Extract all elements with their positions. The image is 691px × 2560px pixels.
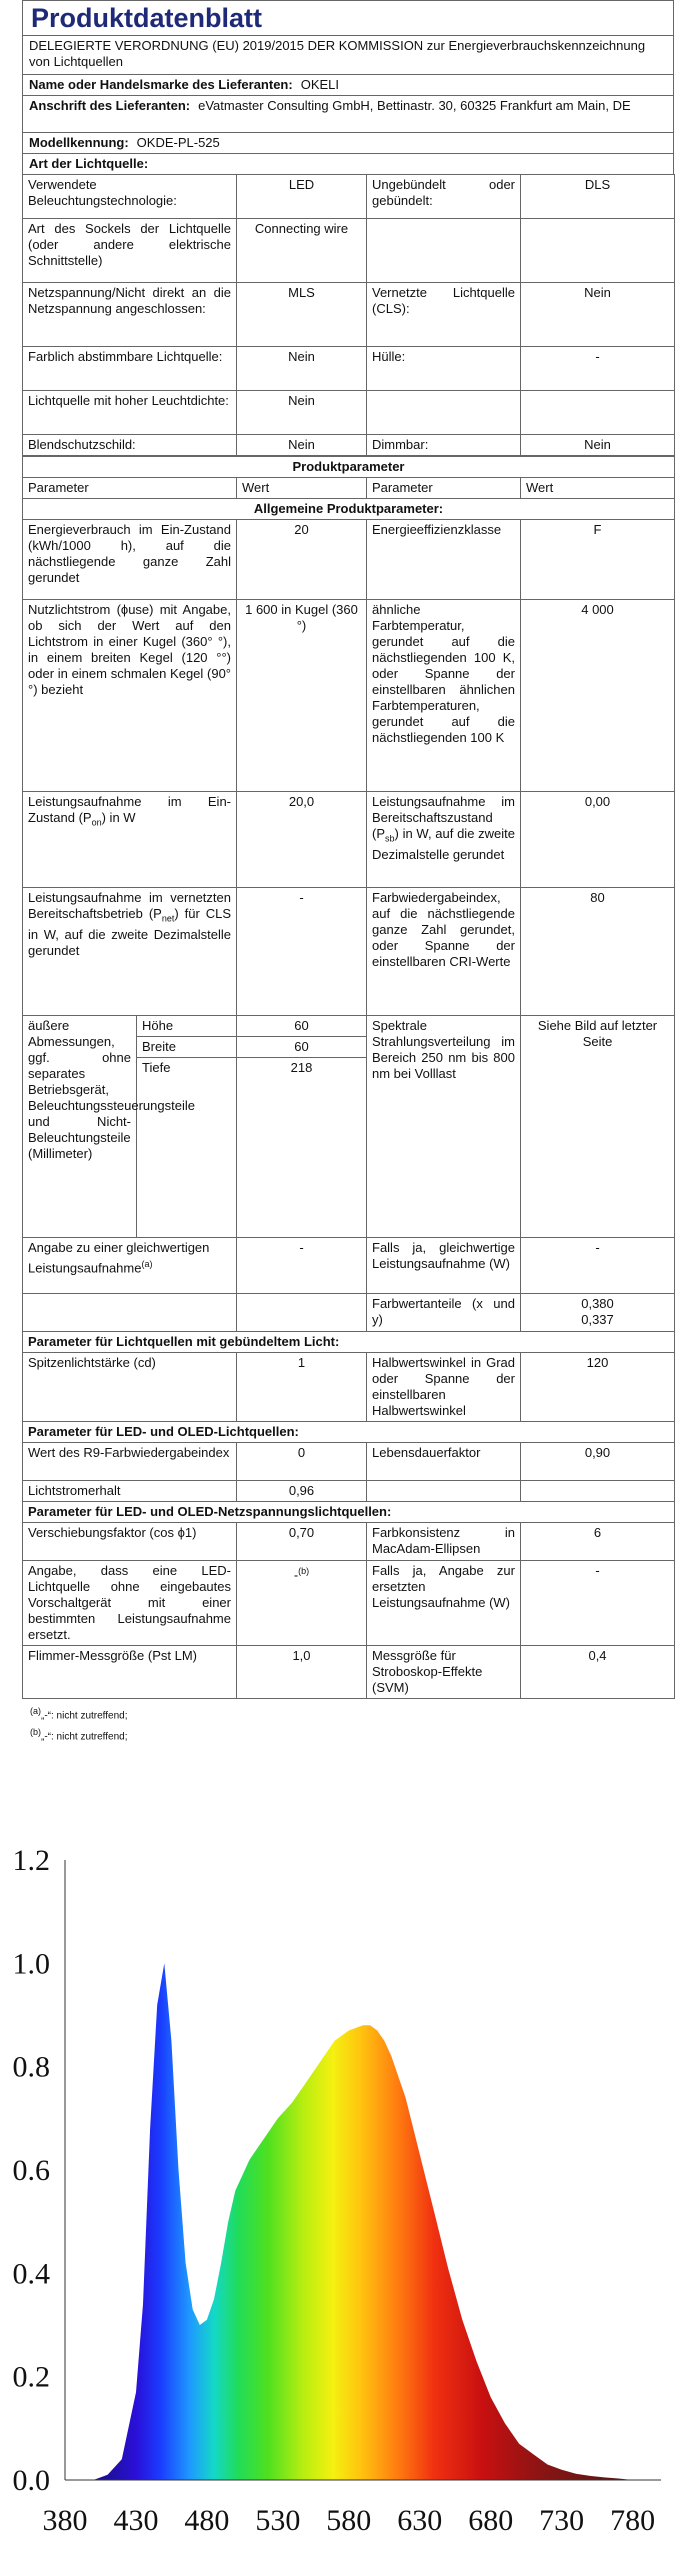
socket-value: Connecting wire [237, 219, 367, 283]
footnote-a-marker: (a) [141, 1259, 153, 1269]
high-luminance-label: Lichtquelle mit hoher Leuchtdichte: [23, 391, 237, 435]
footnote-a-text: „-“: nicht zutreffend; [41, 1710, 128, 1722]
power-networked-subscript: net [161, 913, 175, 924]
r9-value: 0 [237, 1443, 367, 1481]
power-on-text: Leistungsaufnahme im Ein-Zustand (P [28, 794, 231, 825]
lightsource-table [22, 174, 675, 456]
supplier-address-label: Anschrift des Lieferanten: [29, 98, 191, 113]
cri-label: Farbwiedergabeindex, auf die nächstliegende ganze Zahl gerundet, oder Spanne der einstellbaren CRI-Werte [367, 888, 521, 1016]
spectral-label: Spektrale Strahlungsverteilung im Bereich 250 nm bis 800 nm bei Volllast [367, 1016, 521, 1238]
empty-cell [521, 1481, 675, 1502]
flicker-label: Flimmer-Messgröße (Pst LM) [23, 1646, 237, 1699]
empty-cell [367, 391, 521, 435]
footnote-b [30, 1724, 674, 1745]
x-tick-label: 780 [610, 2504, 656, 2537]
x-tick-label: 730 [539, 2504, 585, 2537]
power-on-label [23, 792, 237, 888]
glare-label: Blendschutzschild: [23, 435, 237, 456]
y-axis-ticks [13, 1844, 51, 2497]
y-tick-label: 0.0 [12, 2464, 50, 2497]
lumen-maintenance-value: 0,96 [237, 1481, 367, 1502]
dimmable-label: Dimmbar: [367, 435, 521, 456]
height-value: 60 [237, 1016, 367, 1037]
dimmable-value: Nein [521, 435, 675, 456]
x-tick-label: 680 [468, 2504, 514, 2537]
x-tick-label: 480 [184, 2504, 230, 2537]
width-label: Breite [137, 1037, 237, 1058]
supplier-name-value: OKELI [300, 77, 340, 92]
led-mains-params-header: Parameter für LED- und OLED-Netzspannungslichtquellen: [23, 1502, 675, 1523]
color-tunable-value: Nein [237, 347, 367, 391]
displacement-factor-label: Verschiebungsfaktor (cos ϕ1) [23, 1523, 237, 1561]
replaced-power-value: - [521, 1561, 675, 1646]
macadam-label: Farbkonsistenz in MacAdam-Ellipsen [367, 1523, 521, 1561]
supplier-address-row [22, 95, 674, 132]
mains-label: Netzspannung/Nicht direkt an die Netzspannung angeschlossen: [23, 283, 237, 347]
power-standby-label [367, 792, 521, 888]
empty-cell [521, 391, 675, 435]
empty-cell [237, 1294, 367, 1332]
socket-label: Art des Sockels der Lichtquelle (oder andere elektrische Schnittstelle) [23, 219, 237, 283]
datasheet [22, 0, 674, 1746]
bundle-label: Ungebündelt oder gebündelt: [367, 175, 521, 219]
power-networked-value: - [237, 888, 367, 1016]
glare-value: Nein [237, 435, 367, 456]
model-label: Modellkennung: [29, 135, 129, 150]
table-row [23, 1443, 675, 1481]
replacement-label: Angabe, dass eine LED-Lichtquelle ohne eingebautes Vorschaltgerät mit einer bestimmten Leistungsaufnahme ersetzt. [23, 1561, 237, 1646]
product-parameter-table [22, 456, 675, 1699]
y-tick-label: 0.6 [12, 2154, 50, 2187]
x-tick-label: 380 [42, 2504, 88, 2537]
cls-label: Vernetzte Lichtquelle (CLS): [367, 283, 521, 347]
model-value: OKDE-PL-525 [136, 135, 220, 150]
beam-angle-label: Halbwertswinkel in Grad oder Spanne der einstellbaren Halbwertswinkel [367, 1353, 521, 1422]
replacement-dash: - [293, 1567, 299, 1583]
y-tick-label: 1.0 [12, 1947, 50, 1981]
width-value: 60 [237, 1037, 367, 1058]
bundle-value: DLS [521, 175, 675, 219]
table-row [23, 1294, 675, 1332]
mains-value: MLS [237, 283, 367, 347]
table-row [23, 1646, 675, 1699]
table-row [23, 435, 675, 456]
x-tick-label: 530 [255, 2504, 301, 2537]
equivalent-power-label [23, 1238, 237, 1294]
table-row [23, 888, 675, 1016]
y-tick-label: 0.2 [12, 2360, 50, 2394]
macadam-value: 6 [521, 1523, 675, 1561]
power-networked-text-end: ) für CLS in W, auf die zweite Dezimalstelle gerundet [28, 906, 231, 958]
table-row [23, 1353, 675, 1422]
tech-value: LED [237, 175, 367, 219]
page-title: Produktdatenblatt [22, 0, 674, 35]
chromaticity-y: 0,337 [581, 1312, 614, 1327]
spectrum-area [93, 1963, 632, 2480]
model-row [22, 132, 674, 153]
depth-value: 218 [237, 1058, 367, 1238]
color-tunable-label: Farblich abstimmbare Lichtquelle: [23, 347, 237, 391]
power-networked-label [23, 888, 237, 1016]
chromaticity-value [521, 1294, 675, 1332]
stroboscopic-label: Messgröße für Stroboskop-Effekte (SVM) [367, 1646, 521, 1699]
empty-cell [23, 1294, 237, 1332]
cls-value: Nein [521, 283, 675, 347]
column-header-value: Wert [521, 478, 675, 499]
led-params-header: Parameter für LED- und OLED-Lichtquellen: [23, 1422, 675, 1443]
flicker-value: 1,0 [237, 1646, 367, 1699]
power-standby-text: Leistungsaufnahme im Bereitschaftszustand (P [372, 794, 515, 841]
housing-label: Hülle: [367, 347, 521, 391]
table-row [23, 1016, 675, 1037]
energy-consumption-label: Energieverbrauch im Ein-Zustand (kWh/1000 h), auf die nächstliegende ganze Zahl gerundet [23, 520, 237, 600]
tech-label: Verwendete Beleuchtungstechnologie: [23, 175, 237, 219]
lumen-maintenance-label: Lichtstromerhalt [23, 1481, 237, 1502]
table-row [23, 478, 675, 499]
footnotes [22, 1699, 674, 1746]
color-temperature-label: ähnliche Farbtemperatur, gerundet auf die nächstliegenden 100 K, oder Spanne der einstellbaren ähnlichen Farbtemperaturen, gerundet auf die nächstliegenden 100 K [367, 600, 521, 792]
column-header-value: Wert [237, 478, 367, 499]
y-tick-label: 1.2 [12, 1844, 50, 1877]
supplier-name-label: Name oder Handelsmarke des Lieferanten: [29, 77, 293, 92]
x-tick-label: 580 [326, 2504, 372, 2537]
equivalent-power-watts-value: - [521, 1238, 675, 1294]
table-row [23, 1481, 675, 1502]
peak-intensity-label: Spitzenlichtstärke (cd) [23, 1353, 237, 1422]
table-row [23, 1523, 675, 1561]
power-networked-text: Leistungsaufnahme im vernetzten Bereitschaftsbetrieb (P [28, 890, 231, 921]
dimensions-label: äußere Abmessungen, ggf. ohne separates Betriebsgerät, Beleuchtungssteuerungsteile und Nicht-Beleuchtungsteile (Millimeter) [23, 1016, 137, 1238]
table-row [23, 391, 675, 435]
power-on-text-end: ) in W [101, 810, 136, 825]
survival-factor-label: Lebensdauerfaktor [367, 1443, 521, 1481]
luminous-flux-label: Nutzlichtstrom (ϕuse) mit Angabe, ob sich der Wert auf den Lichtstrom in einer Kugel (360° °), in einem breiten Kegel (120 °°) oder in einem schmalen Kegel (90° °) bezieht [23, 600, 237, 792]
regulation-text: DELEGIERTE VERORDNUNG (EU) 2019/2015 DER KOMMISSION zur Energieverbrauchskennzeichnung von Lichtquellen [22, 35, 674, 74]
footnote-b-mark: (b) [30, 1727, 41, 1738]
table-row [23, 600, 675, 792]
beam-angle-value: 120 [521, 1353, 675, 1422]
table-row [23, 219, 675, 283]
table-row [23, 1332, 675, 1353]
depth-label: Tiefe [137, 1058, 237, 1238]
table-row [23, 1502, 675, 1523]
footnote-b-text: „-“: nicht zutreffend; [41, 1731, 128, 1743]
chromaticity-label: Farbwertanteile (x und y) [367, 1294, 521, 1332]
survival-factor-value: 0,90 [521, 1443, 675, 1481]
power-standby-text-end: ) in W, auf die zweite Dezimalstelle gerundet [372, 826, 515, 862]
replaced-power-label: Falls ja, Angabe zur ersetzten Leistungsaufnahme (W) [367, 1561, 521, 1646]
power-standby-subscript: sb [385, 833, 395, 844]
luminous-flux-value: 1 600 in Kugel (360 °) [237, 600, 367, 792]
lightsource-section-header: Art der Lichtquelle: [22, 153, 674, 174]
supplier-name-row [22, 74, 674, 95]
equivalent-power-value: - [237, 1238, 367, 1294]
empty-cell [367, 219, 521, 283]
energy-class-label: Energieeffizienzklasse [367, 520, 521, 600]
table-row [23, 1561, 675, 1646]
color-temperature-value: 4 000 [521, 600, 675, 792]
column-header-parameter: Parameter [23, 478, 237, 499]
table-row [23, 457, 675, 478]
table-row [23, 1238, 675, 1294]
high-luminance-value: Nein [237, 391, 367, 435]
displacement-factor-value: 0,70 [237, 1523, 367, 1561]
footnote-a-mark: (a) [30, 1706, 41, 1716]
table-row [23, 792, 675, 888]
r9-label: Wert des R9-Farbwiedergabeindex [23, 1443, 237, 1481]
spectral-value: Siehe Bild auf letzter Seite [521, 1016, 675, 1238]
x-tick-label: 630 [397, 2504, 443, 2537]
housing-value: - [521, 347, 675, 391]
x-tick-label: 430 [113, 2504, 159, 2537]
table-row [23, 1422, 675, 1443]
y-tick-label: 0.8 [12, 2050, 50, 2084]
table-row [23, 283, 675, 347]
product-params-header: Produktparameter [23, 457, 675, 478]
spectral-distribution-chart [0, 1840, 691, 2560]
x-axis-ticks [43, 2504, 656, 2537]
y-tick-label: 0.4 [12, 2257, 50, 2291]
cri-value: 80 [521, 888, 675, 1016]
footnote-b-marker: (b) [298, 1566, 310, 1576]
chromaticity-x: 0,380 [581, 1296, 614, 1311]
equivalent-power-text: Angabe zu einer gleichwertigen Leistungsaufnahme [28, 1240, 210, 1276]
stroboscopic-value: 0,4 [521, 1646, 675, 1699]
replacement-value [237, 1561, 367, 1646]
power-on-subscript: on [91, 817, 102, 828]
table-row [23, 347, 675, 391]
height-label: Höhe [137, 1016, 237, 1037]
table-row [23, 175, 675, 219]
empty-cell [521, 219, 675, 283]
general-params-header: Allgemeine Produktparameter: [23, 499, 675, 520]
power-on-value: 20,0 [237, 792, 367, 888]
footnote-a [30, 1703, 674, 1724]
empty-cell [367, 1481, 521, 1502]
energy-consumption-value: 20 [237, 520, 367, 600]
table-row [23, 499, 675, 520]
dls-params-header: Parameter für Lichtquellen mit gebündeltem Licht: [23, 1332, 675, 1353]
table-row [23, 520, 675, 600]
power-standby-value: 0,00 [521, 792, 675, 888]
peak-intensity-value: 1 [237, 1353, 367, 1422]
column-header-parameter: Parameter [367, 478, 521, 499]
energy-class-value: F [521, 520, 675, 600]
supplier-address-value: eVatmaster Consulting GmbH, Bettinastr. 30, 60325 Frankfurt am Main, DE [198, 98, 631, 113]
equivalent-power-watts-label: Falls ja, gleichwertige Leistungsaufnahme (W) [367, 1238, 521, 1294]
